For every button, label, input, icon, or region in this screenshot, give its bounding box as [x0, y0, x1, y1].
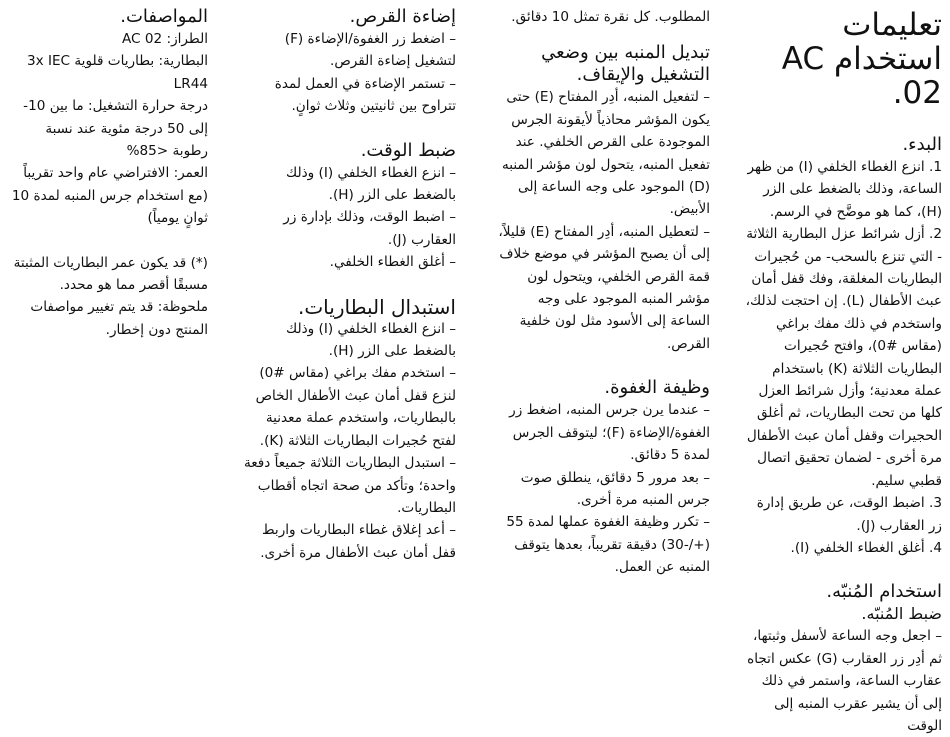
set-alarm-subheading: ضبط المُنبّه. [861, 604, 942, 624]
battery-item-1: – انزع الغطاء الخلفي (I) وذلك بالضغط على الزر (H). [286, 320, 456, 360]
dial-light-item-1: – اضغط زر الغفوة/الإضاءة (F) لتشغيل إضاءة القرص. [284, 31, 456, 70]
set-time-item-3: – أغلق الغطاء الخلفي. [329, 254, 456, 271]
column-intro [742, 6, 942, 737]
set-alarm-continued: المطلوب. كل نقرة تمثل 10 دقائق. [511, 9, 710, 25]
column-light-time-battery [242, 6, 456, 564]
dial-light-item-2: – تستمر الإضاءة في العمل لمدة تتراوح بين ثانيتين وثلاث ثوانٍ. [274, 75, 456, 115]
start-heading: البدء. [902, 134, 942, 155]
set-time-heading: ضبط الوقت. [360, 139, 456, 161]
snooze-item-1: – عندما يرن جرس المنبه، اضغط زر الغفوة/الإضاءة (F)؛ ليتوقف الجرس لمدة 5 دقائق. [509, 402, 710, 464]
toggle-item-2: – لتعطيل المنبه، أدِر المفتاح (E) قليلاً، إلى أن يصبح المؤشر في موضع خلاف قمة القرص الخلفي، ويتحول لون مؤشر المنبه الموجود على وجه الساعة إلى الأسود مثل لون خلفية القرص. [498, 223, 710, 352]
snooze-item-3: – تكرر وظيفة الغفوة عملها لمدة 55 (+/-30) دقيقة تقريباً، بعدها يتوقف المنبه عن العمل. [506, 514, 710, 576]
battery-item-4: – أعد إغلاق غطاء البطاريات واربط قفل أمان عبث الأطفال مرة أخرى. [260, 522, 456, 561]
alarm-use-heading: استخدام المُنبّه. [826, 581, 942, 603]
column-specs [6, 6, 208, 341]
start-step-1: 1. انزع الغطاء الخلفي (I) من ظهر الساعة، وذلك بالضغط على الزر (H)، كما هو موضَّح في الرسم. [747, 159, 942, 220]
snooze-heading: وظيفة الغفوة. [604, 377, 710, 399]
start-step-4: 4. أغلق الغطاء الخلفي (I). [790, 539, 942, 556]
start-step-3: 3. اضبط الوقت، عن طريق إدارة زر العقارب (J). [756, 495, 942, 534]
toggle-heading: تبديل المنبه بين وضعي التشغيل والإيقاف. [541, 42, 710, 86]
spec-temperature: درجة حرارة التشغيل: ما بين ‎-10‎ إلى 50 درجة مئوية عند نسبة رطوبة <85% [23, 98, 208, 160]
battery-item-2: – استخدم مفك براغي (مقاس #0) لنزع قفل أمان عبث الأطفال الخاص بالبطاريات، واستخدم عملة معدنية لفتح حُجيرات البطاريات الثلاثة (K). [255, 365, 456, 449]
battery-heading: استبدال البطاريات. [297, 294, 456, 319]
set-time-item-1: – انزع الغطاء الخلفي (I) وذلك بالضغط على الزر (H). [286, 164, 456, 204]
start-step-2: 2. أزل شرائط عزل البطارية الثلاثة - التي تنزع بالسحب- من حُجيرات البطاريات المغلقة، وفك قفل أمان عبث الأطفال (L). إن احتجت لذلك، واستخدم في ذلك مفك براغي (مقاس #0)، وافتح حُجيرات البطاريات الثلاثة (K) باستخدام عملة معدنية؛ وأزل شرائط العزل كلها من تحت البطاريات، ثم أغلق الحجيرات وقفل أمان عبث الأطفال مرة أخرى - لضمان تحقيق اتصال قطبي سليم. [745, 226, 942, 489]
battery-item-3: – استبدل البطاريات الثلاثة جميعاً دفعة واحدة؛ وتأكد من صحة اتجاه أقطاب البطاريات. [243, 455, 456, 516]
battery-life-note: (*) قد يكون عمر البطاريات المثبتة مسبقًا أقصر مما هو محدد. [13, 254, 208, 294]
dial-light-heading: إضاءة القرص. [349, 6, 456, 27]
spec-model: الطراز: AC 02 [122, 31, 208, 47]
snooze-item-2: – بعد مرور 5 دقائق، ينطلق صوت جرس المنبه مرة أخرى. [520, 469, 710, 508]
set-time-item-2: – اضبط الوقت، وذلك بإدارة زر العقارب (J). [283, 209, 456, 248]
spec-lifetime: العمر: الافتراضي عام واحد تقريباً (مع استخدام جرس المنبه لمدة 10 ثوانٍ يومياً) [11, 165, 208, 227]
set-alarm-text: – اجعل وجه الساعة لأسفل وثبتها، ثم أدِر زر العقارب (G) عكس اتجاه عقارب الساعة، واستمر في ذلك إلى أن يشير عقرب المنبه إلى الوقت [747, 628, 942, 734]
toggle-item-1: – لتفعيل المنبه، أدِر المفتاح (E) حتى يكون المؤشر محاذياً لأيقونة الجرس الموجودة على القرص الخلفي. عند تفعيل المنبه، يتحول لون مؤشر المنبه (D) الموجود على وجه الساعة إلى الأبيض. [501, 89, 710, 218]
column-alarm [494, 6, 710, 579]
specs-heading: المواصفات. [120, 6, 208, 27]
document-title: تعليمات استخدام AC 02. [781, 7, 942, 111]
spec-battery: البطارية: بطاريات قلوية 3x IEC LR44 [26, 53, 208, 92]
specs-change-note: ملحوظة: قد يتم تغيير مواصفات المنتج دون إخطار. [30, 299, 208, 338]
